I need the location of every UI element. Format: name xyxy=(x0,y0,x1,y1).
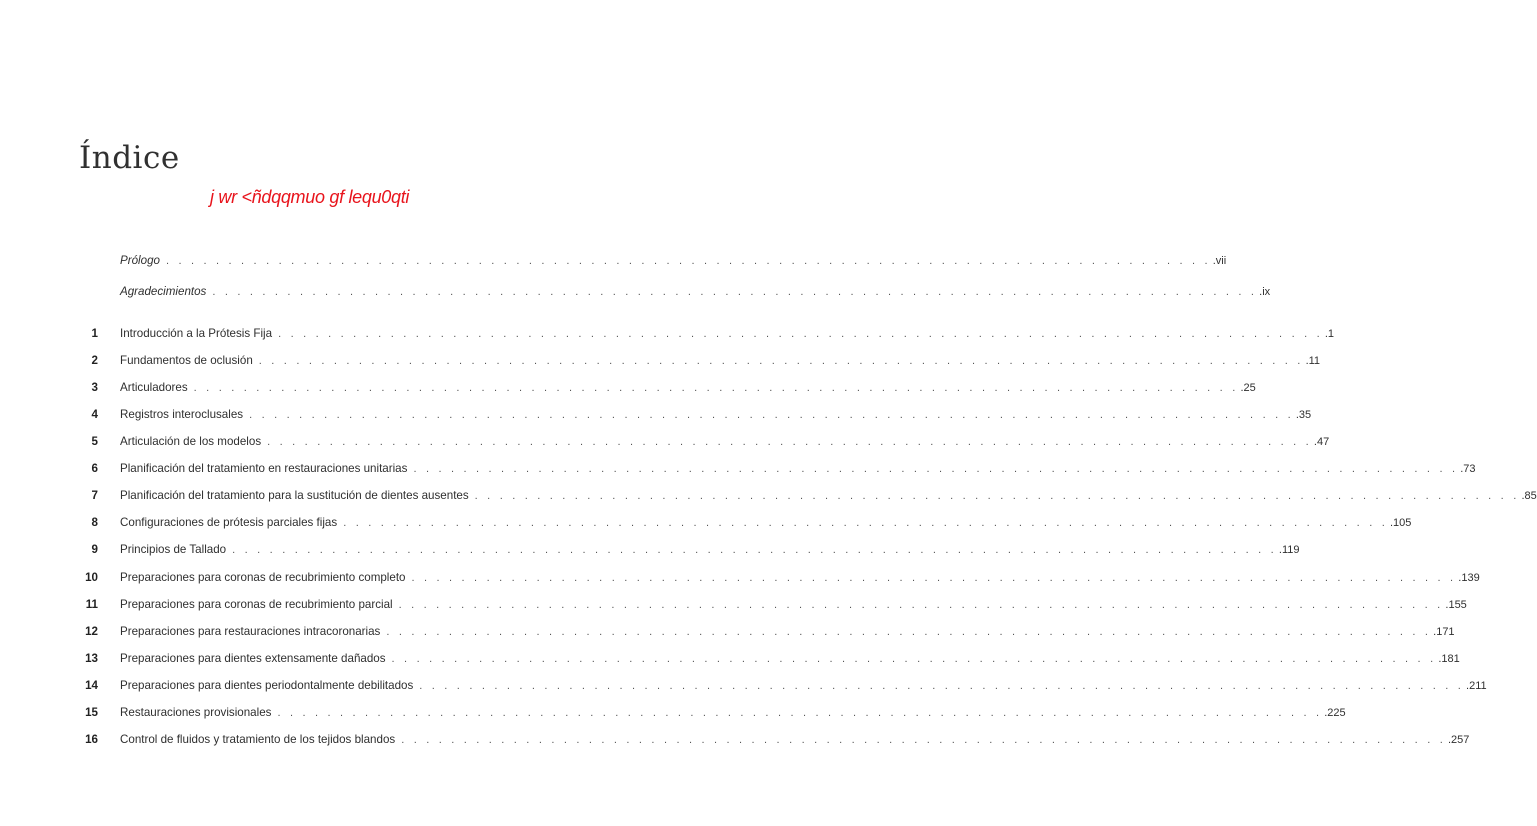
chapter-number: 10 xyxy=(85,571,98,584)
page-number: .211 xyxy=(1466,680,1487,692)
chapter-title: Control de fluidos y tratamiento de los tejidos blandos xyxy=(120,733,396,746)
dot-leader: . . . . . . . . . . . . . . . . . . . . . . . . . . . . . . . . . . . . . . . . . . . . . . . . . . . . . . . . . . . . . . . . . . . . . . . . . . . . . . . . . . . . xyxy=(474,490,1520,502)
chapter-title: Configuraciones de prótesis parciales fijas xyxy=(120,516,338,529)
toc-entry[interactable] xyxy=(78,733,1470,751)
chapter-number: 8 xyxy=(91,516,98,529)
page-number: .ix xyxy=(1259,286,1271,298)
dot-leader: . . . . . . . . . . . . . . . . . . . . . . . . . . . . . . . . . . . . . . . . . . . . . . . . . . . . . . . . . . . . . . . . . . . . . . . . . . . . . . . . . . . . xyxy=(193,382,1239,394)
dot-leader: . . . . . . . . . . . . . . . . . . . . . . . . . . . . . . . . . . . . . . . . . . . . . . . . . . . . . . . . . . . . . . . . . . . . . . . . . . . . . . . . . . . . xyxy=(212,286,1258,298)
toc-entry[interactable] xyxy=(78,381,1256,399)
chapter-title: Preparaciones para coronas de recubrimiento completo xyxy=(120,571,406,584)
chapter-title: Preparaciones para coronas de recubrimiento parcial xyxy=(120,598,393,611)
chapter-title: Fundamentos de oclusión xyxy=(120,354,253,367)
page-number: .105 xyxy=(1389,517,1412,529)
chapter-number: 11 xyxy=(85,598,98,611)
chapter-title: Agradecimientos xyxy=(120,285,207,298)
toc-entry[interactable] xyxy=(78,706,1346,724)
dot-leader: . . . . . . . . . . . . . . . . . . . . . . . . . . . . . . . . . . . . . . . . . . . . . . . . . . . . . . . . . . . . . . . . . . . . . . . . . . . . . . . . . . . . xyxy=(277,707,1323,719)
dot-leader: . . . . . . . . . . . . . . . . . . . . . . . . . . . . . . . . . . . . . . . . . . . . . . . . . . . . . . . . . . . . . . . . . . . . . . . . . . . . . . . . . . . . xyxy=(401,734,1446,746)
page-number: .11 xyxy=(1305,355,1321,367)
page-title: Índice xyxy=(79,140,180,176)
chapter-number: 7 xyxy=(91,489,98,502)
page-number: .181 xyxy=(1438,653,1460,665)
chapter-title: Preparaciones para dientes extensamente dañados xyxy=(120,652,386,665)
chapter-title: Articulación de los modelos xyxy=(120,435,262,448)
page-number: .119 xyxy=(1278,544,1300,556)
page-number: .225 xyxy=(1324,707,1346,719)
page-number: .171 xyxy=(1433,626,1455,638)
chapter-number: 15 xyxy=(85,706,98,719)
page-number: .35 xyxy=(1295,409,1312,421)
toc-entry[interactable] xyxy=(78,354,1321,372)
chapter-title: Articuladores xyxy=(120,381,188,394)
chapter-title: Preparaciones para restauraciones intracoronarias xyxy=(120,625,381,638)
page-number: .25 xyxy=(1240,382,1256,394)
chapter-title: Introducción a la Prótesis Fija xyxy=(120,327,273,340)
chapter-number: 14 xyxy=(85,679,98,692)
chapter-title: Planificación del tratamiento para la sustitución de dientes ausentes xyxy=(120,489,469,502)
chapter-number: 9 xyxy=(91,543,98,556)
dot-leader: . . . . . . . . . . . . . . . . . . . . . . . . . . . . . . . . . . . . . . . . . . . . . . . . . . . . . . . . . . . . . . . . . . . . . . . . . . . . . . . . . . . . xyxy=(278,328,1323,340)
chapter-number: 2 xyxy=(91,354,98,367)
dot-leader: . . . . . . . . . . . . . . . . . . . . . . . . . . . . . . . . . . . . . . . . . . . . . . . . . . . . . . . . . . . . . . . . . . . . . . . . . . . . . . . . . . . . xyxy=(267,436,1312,448)
toc-entry[interactable] xyxy=(78,652,1460,670)
toc-entry[interactable] xyxy=(78,462,1476,480)
page-number: .139 xyxy=(1458,572,1480,584)
toc-entry[interactable] xyxy=(78,285,1271,303)
chapter-number: 4 xyxy=(91,408,98,421)
page-number: .73 xyxy=(1460,463,1476,475)
toc-entry[interactable] xyxy=(78,489,1537,507)
page-number: .257 xyxy=(1447,734,1470,746)
toc-entry[interactable] xyxy=(78,625,1455,643)
chapter-title: Registros interoclusales xyxy=(120,408,244,421)
toc-entry[interactable] xyxy=(78,571,1480,589)
dot-leader: . . . . . . . . . . . . . . . . . . . . . . . . . . . . . . . . . . . . . . . . . . . . . . . . . . . . . . . . . . . . . . . . . . . . . . . . . . . . . . . . . . . . xyxy=(258,355,1304,367)
page-number: .1 xyxy=(1324,328,1335,340)
chapter-title: Restauraciones provisionales xyxy=(120,706,272,719)
dot-leader: . . . . . . . . . . . . . . . . . . . . . . . . . . . . . . . . . . . . . . . . . . . . . . . . . . . . . . . . . . . . . . . . . . . . . . . . . . . . . . . . . . . . xyxy=(419,680,1465,692)
chapter-title: Preparaciones para dientes periodontalmente debilitados xyxy=(120,679,414,692)
chapter-number: 6 xyxy=(91,462,98,475)
chapter-number: 12 xyxy=(85,625,98,638)
overlay-text: j wr <ñdqqmuo gf lequ0qti xyxy=(210,187,410,207)
page-number: .155 xyxy=(1445,599,1467,611)
dot-leader: . . . . . . . . . . . . . . . . . . . . . . . . . . . . . . . . . . . . . . . . . . . . . . . . . . . . . . . . . . . . . . . . . . . . . . . . . . . . . . . . . . . . xyxy=(343,517,1388,529)
chapter-title: Planificación del tratamiento en restauraciones unitarias xyxy=(120,462,408,475)
toc-entry[interactable] xyxy=(78,516,1412,534)
toc-entry[interactable] xyxy=(78,543,1300,561)
dot-leader: . . . . . . . . . . . . . . . . . . . . . . . . . . . . . . . . . . . . . . . . . . . . . . . . . . . . . . . . . . . . . . . . . . . . . . . . . . . . . . . . . . . . xyxy=(232,544,1277,556)
chapter-number: 16 xyxy=(85,733,98,746)
toc-entry[interactable] xyxy=(78,598,1467,616)
page-number: .vii xyxy=(1212,255,1227,267)
chapter-number: 1 xyxy=(91,327,98,340)
dot-leader: . . . . . . . . . . . . . . . . . . . . . . . . . . . . . . . . . . . . . . . . . . . . . . . . . . . . . . . . . . . . . . . . . . . . . . . . . . . . . . . . . . . . xyxy=(386,626,1432,638)
page-number: .85 xyxy=(1521,490,1537,502)
toc-entry[interactable] xyxy=(78,679,1487,697)
dot-leader: . . . . . . . . . . . . . . . . . . . . . . . . . . . . . . . . . . . . . . . . . . . . . . . . . . . . . . . . . . . . . . . . . . . . . . . . . . . . . . . . . . . . xyxy=(413,463,1459,475)
chapter-number: 5 xyxy=(91,435,98,448)
toc-entry[interactable] xyxy=(78,435,1330,453)
toc-entry[interactable] xyxy=(78,327,1335,345)
chapter-number: 3 xyxy=(91,381,98,394)
dot-leader: . . . . . . . . . . . . . . . . . . . . . . . . . . . . . . . . . . . . . . . . . . . . . . . . . . . . . . . . . . . . . . . . . . . . . . . . . . . . . . . . . . . . xyxy=(411,572,1457,584)
chapter-title: Prólogo xyxy=(120,254,160,267)
toc-entry[interactable] xyxy=(78,254,1227,272)
chapter-number: 13 xyxy=(85,652,98,665)
dot-leader: . . . . . . . . . . . . . . . . . . . . . . . . . . . . . . . . . . . . . . . . . . . . . . . . . . . . . . . . . . . . . . . . . . . . . . . . . . . . . . . . . . . . xyxy=(249,409,1294,421)
page-number: .47 xyxy=(1313,436,1330,448)
dot-leader: . . . . . . . . . . . . . . . . . . . . . . . . . . . . . . . . . . . . . . . . . . . . . . . . . . . . . . . . . . . . . . . . . . . . . . . . . . . . . . . . . . . . xyxy=(398,599,1444,611)
toc-entry[interactable] xyxy=(78,408,1312,426)
chapter-title: Principios de Tallado xyxy=(120,543,227,556)
dot-leader: . . . . . . . . . . . . . . . . . . . . . . . . . . . . . . . . . . . . . . . . . . . . . . . . . . . . . . . . . . . . . . . . . . . . . . . . . . . . . . . . . . . . xyxy=(165,255,1211,267)
dot-leader: . . . . . . . . . . . . . . . . . . . . . . . . . . . . . . . . . . . . . . . . . . . . . . . . . . . . . . . . . . . . . . . . . . . . . . . . . . . . . . . . . . . . xyxy=(391,653,1437,665)
